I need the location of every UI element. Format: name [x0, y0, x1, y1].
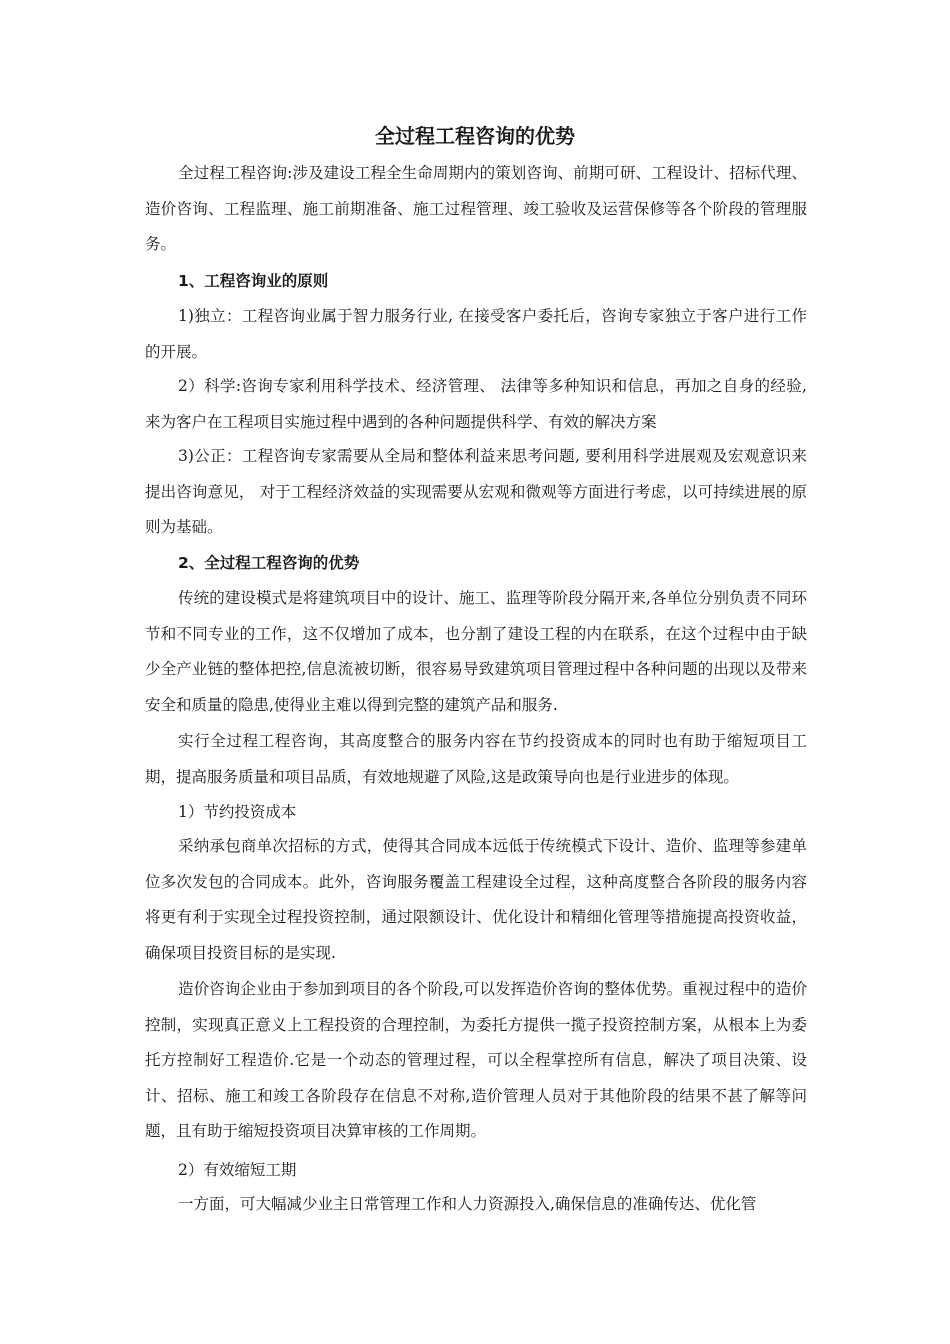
subheading-cost-saving: 1）节约投资成本: [178, 803, 297, 821]
subheading-shorten-schedule: 2）有效缩短工期: [178, 1161, 297, 1179]
intro-paragraph: 全过程工程咨询:涉及建设工程全生命周期内的策划咨询、前期可研、工程设计、招标代理、造价咨询、工程监理、施工前期准备、施工过程管理、竣工验收及运营保修等各个阶段的管理服务。: [145, 164, 807, 254]
traditional-model-paragraph: 传统的建设模式是将建筑项目中的设计、施工、监理等阶段分隔开来,各单位分别负责不同环节和不同专业的工作，这不仅增加了成本，也分割了建设工程的内在联系，在这个过程中由于缺少全产业链的整体把控,信息流被切断，很容易导致建筑项目管理过程中各种问题的出现以及带来安全和质量的隐患,使得业主难以得到完整的建筑产品和服务.: [145, 589, 807, 714]
whole-process-paragraph: 实行全过程工程咨询，其高度整合的服务内容在节约投资成本的同时也有助于缩短项目工期，提高服务质量和项目品质，有效地规避了风险,这是政策导向也是行业进步的体现。: [145, 732, 807, 786]
cost-consulting-paragraph: 造价咨询企业由于参加到项目的各个阶段,可以发挥造价咨询的整体优势。重视过程中的造价控制，实现真正意义上工程投资的合理控制，为委托方提供一揽子投资控制方案，从根本上为委托方控制好工程造价.它是一个动态的管理过程，可以全程掌控所有信息，解决了项目决策、设计、招标、施工和竣工各阶段存在信息不对称,造价管理人员对于其他阶段的结果不甚了解等问题，且有助于缩短投资项目决算审核的工作周期。: [145, 980, 807, 1141]
document-title: 全过程工程咨询的优势: [375, 124, 575, 148]
principle-fair: 3)公正：工程咨询专家需要从全局和整体利益来思考问题, 要利用科学进展观及宏观意识来提出咨询意见， 对于工程经济效益的实现需要从宏观和微观等方面进行考虑，以可持续进展的原则为基础。: [145, 447, 807, 537]
cost-saving-paragraph: 采纳承包商单次招标的方式，使得其合同成本远低于传统模式下设计、造价、监理等参建单位多次发包的合同成本。此外，咨询服务覆盖工程建设全过程，这种高度整合各阶段的服务内容将更有利于实现全过程投资控制，通过限额设计、优化设计和精细化管理等措施提高投资收益，确保项目投资目标的是实现.: [145, 837, 807, 962]
principle-independent: 1)独立：工程咨询业属于智力服务行业, 在接受客户委托后，咨询专家独立于客户进行工作的开展。: [145, 307, 807, 361]
principle-scientific: 2）科学:咨询专家利用科学技术、经济管理、 法律等多种知识和信息，再加之自身的经验,来为客户在工程项目实施过程中遇到的各种问题提供科学、有效的解决方案: [145, 377, 807, 431]
shorten-schedule-paragraph: 一方面，可大幅减少业主日常管理工作和人力资源投入,确保信息的准确传达、优化管: [178, 1195, 757, 1213]
section-2-heading: 2、全过程工程咨询的优势: [178, 554, 360, 572]
section-1-heading: 1、工程咨询业的原则: [178, 272, 329, 290]
